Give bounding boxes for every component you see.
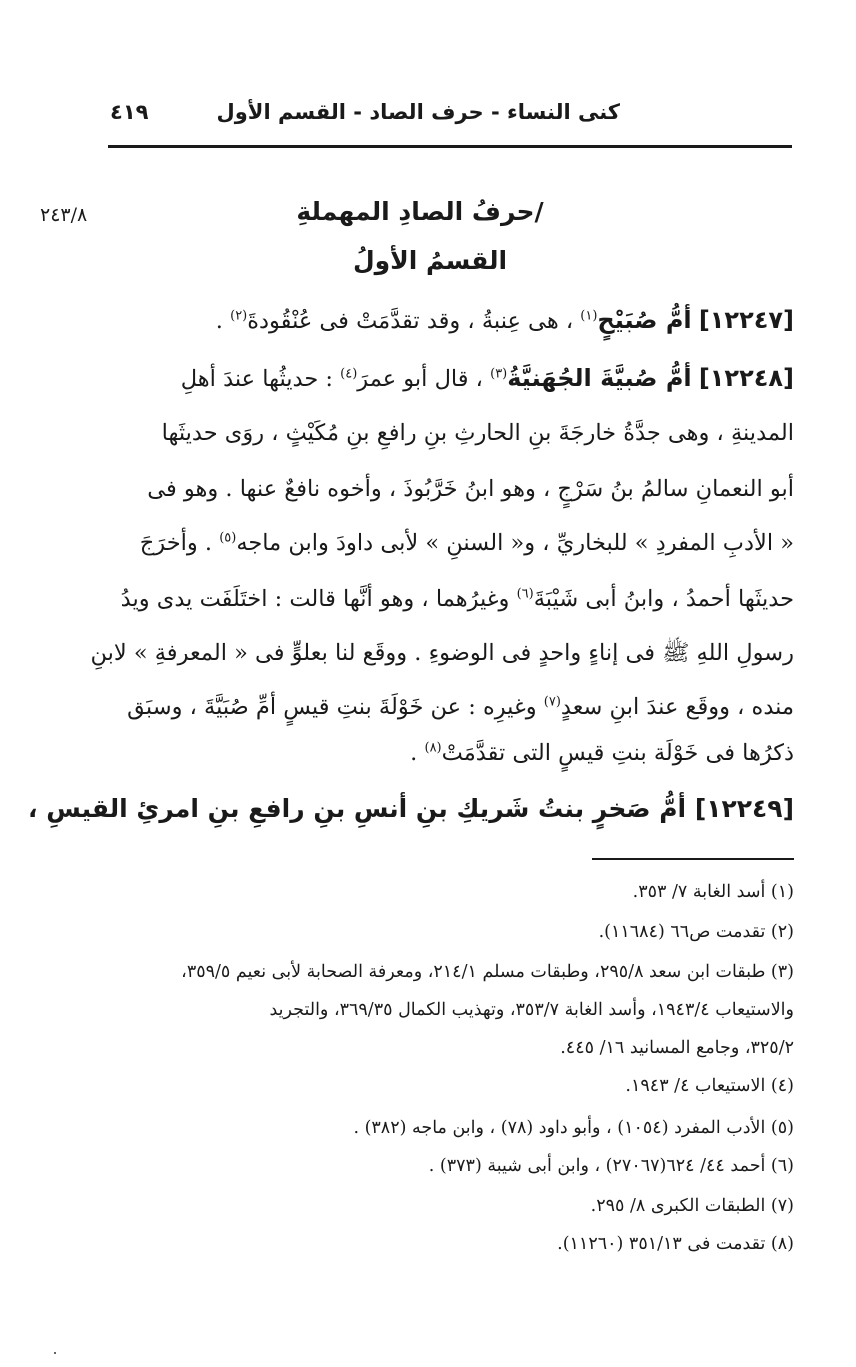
footnote-marker: (٧) bbox=[543, 694, 561, 710]
entry-name: أمُّ صُبَيْحٍ bbox=[597, 306, 692, 334]
entry-text: . وأخرَجَ bbox=[139, 530, 220, 556]
header-rule bbox=[108, 145, 792, 148]
section-title: /حرفُ الصادِ المهملةِ bbox=[296, 197, 544, 226]
footnote-3: (٣) طبقات ابن سعد ٢٩٥/٨، وطبقات مسلم ٢١٤/١، ومعرفة الصحابة لأبى نعيم ٣٥٩/٥، bbox=[181, 962, 794, 982]
footnote-7: (٧) الطبقات الكبرى ٨/ ٢٩٥. bbox=[590, 1196, 794, 1216]
entry-text: وغيرُهما ، وهو أنَّها قالت : اختَلَفَت يدى ويدُ bbox=[120, 586, 517, 612]
entry-12249 bbox=[28, 794, 794, 823]
footnote-marker: (٢) bbox=[230, 308, 248, 324]
footnote-marker: (٤) bbox=[340, 366, 358, 382]
entry-12248-line-6: رسولِ اللهِ ﷺ فى إناءٍ واحدٍ فى الوضوءِ . ووقَع لنا بعلوٍّ فى « المعرفةِ » لابنِ bbox=[90, 640, 794, 666]
entry-text: ذكرُها فى خَوْلَة بنتِ قيسٍ التى تقدَّمَتْ bbox=[441, 740, 794, 766]
entry-text: وغيرِه : عن خَوْلَةَ بنتِ قيسٍ أمِّ صُبَيَّةَ ، وسبَق bbox=[127, 694, 544, 720]
footnote-marker: (١) bbox=[580, 308, 598, 324]
entry-12248-line-2: المدينةِ ، وهى جدَّةُ خارجَةَ بنِ الحارثِ بنِ رافعِ بنِ مُكَيْثٍ ، روَى حديثَها bbox=[161, 420, 794, 446]
footnote-marker: (٨) bbox=[424, 740, 442, 756]
entry-number: [١٢٢٤٨] bbox=[698, 364, 794, 392]
subsection-title: القسمُ الأولُ bbox=[352, 246, 508, 275]
footnote-1: (١) أسد الغابة ٧/ ٣٥٣. bbox=[632, 882, 794, 902]
footnote-3-cont: ٣٢٥/٢، وجامع المسانيد ١٦/ ٤٤٥. bbox=[560, 1038, 794, 1058]
entry-text: ، هى عِنبةُ ، وقد تقدَّمَتْ فى عُنْقُودةَ bbox=[247, 308, 581, 334]
running-title: كنى النساء - حرف الصاد - القسم الأول bbox=[216, 100, 620, 124]
entry-text: : حديثُها عندَ أهلِ bbox=[180, 366, 341, 392]
footnote-3-cont: والاستيعاب ١٩٤٣/٤، وأسد الغابة ٣٥٣/٧، وتهذيب الكمال ٣٦٩/٣٥، والتجريد bbox=[269, 1000, 794, 1020]
entry-name: أمُّ صُبيَّةَ الجُهَنيَّةُ bbox=[507, 364, 692, 392]
entry-text: « الأدبِ المفردِ » للبخاريِّ ، و« السننِ » لأبى داودَ وابن ماجه bbox=[236, 530, 794, 556]
page-number: ٤١٩ bbox=[110, 100, 149, 124]
footnote-marker: (٣) bbox=[490, 366, 508, 382]
entry-12248-line-7 bbox=[80, 694, 794, 720]
entry-12248-line-1 bbox=[80, 364, 794, 392]
scan-speck bbox=[54, 1352, 56, 1354]
margin-volume-page-ref: ٢٤٣/٨ bbox=[40, 204, 88, 226]
entry-12248-line-3: أبو النعمانِ سالمُ بنُ سَرْجٍ ، وهو ابنُ خَرَّبُوذَ ، وأخوه نافعٌ عنها . وهو فى bbox=[147, 476, 794, 502]
entry-text: منده ، ووقَع عندَ ابنِ سعدٍ bbox=[560, 694, 794, 720]
entry-text: أمُّ صَخرٍ بنتُ شَريكِ بنِ أنسِ بنِ رافعِ بنِ امرئِ القيسِ ، bbox=[28, 794, 695, 823]
entry-text: حديثَها أحمدُ ، وابنُ أبى شَيْبَةَ bbox=[533, 586, 794, 612]
footnote-2: (٢) تقدمت ص٦٦ (١١٦٨٤). bbox=[598, 922, 794, 942]
entry-number: [١٢٢٤٩] bbox=[694, 794, 794, 823]
footnote-5: (٥) الأدب المفرد (١٠٥٤) ، وأبو داود (٧٨) ، وابن ماجه (٣٨٢) . bbox=[353, 1118, 794, 1138]
footnote-marker: (٥) bbox=[219, 530, 237, 546]
entry-text: . bbox=[410, 740, 425, 766]
footnote-4: (٤) الاستيعاب ٤/ ١٩٤٣. bbox=[625, 1076, 794, 1096]
entry-number: [١٢٢٤٧] bbox=[698, 306, 794, 334]
entry-12248-line-8 bbox=[80, 740, 794, 766]
entry-12248-line-5 bbox=[80, 586, 794, 612]
entry-12247 bbox=[80, 306, 794, 334]
entry-text: ، قال أبو عمرَ bbox=[357, 366, 491, 392]
footnote-8: (٨) تقدمت فى ٣٥١/١٣ (١١٢٦٠). bbox=[557, 1234, 794, 1254]
footnote-rule bbox=[592, 858, 794, 860]
footnote-6: (٦) أحمد ٤٤/ ٦٢٤(٢٧٠٦٧) ، وابن أبى شيبة (٣٧٣) . bbox=[428, 1156, 794, 1176]
entry-text-end: . bbox=[215, 308, 231, 334]
footnote-marker: (٦) bbox=[516, 586, 534, 602]
entry-12248-line-4 bbox=[80, 530, 794, 556]
